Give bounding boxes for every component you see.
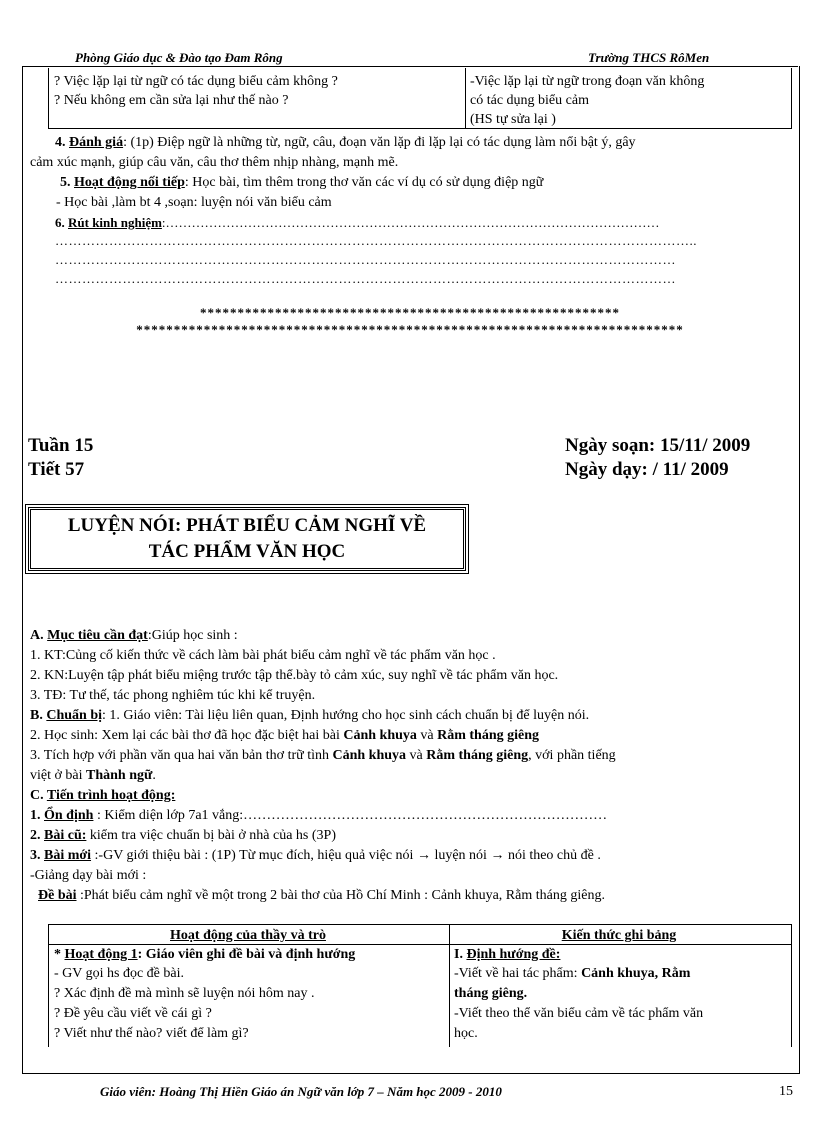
integration-text: 3. Tích hợp với phần văn qua hai văn bản thơ trữ tình — [30, 748, 333, 763]
table1-q1: ? Việc lặp lại từ ngữ có tác dụng biểu cảm không ? — [54, 74, 338, 89]
prep-date: Ngày soạn: 15/11/ 2009 — [565, 435, 751, 456]
section-5 — [60, 173, 816, 192]
dot-line: …………………………………………………………………………………………………………………………….. — [55, 233, 697, 248]
table1-a3: (HS tự sửa lại ) — [470, 112, 556, 127]
section-b-label: B. — [30, 708, 47, 723]
activity-line: ? Viết như thế nào? viết để làm gì? — [54, 1026, 249, 1041]
activity-line: ? Đề yêu cầu viết về cái gì ? — [54, 1006, 212, 1021]
section-5-text: : Học bài, tìm thêm trong thơ văn các ví dụ có sử dụng điệp ngữ — [184, 175, 544, 190]
activity-title: : Giáo viên ghi đề bài và định hướng — [137, 947, 356, 962]
header-school-dept: Phòng Giáo dục & Đào tạo Đam Rông — [75, 50, 283, 65]
teach-date: Ngày dạy: / 11/ 2009 — [565, 459, 729, 480]
week-label: Tuần 15 — [28, 435, 94, 456]
column-header: Hoạt động của thầy và trò — [170, 928, 326, 943]
section-b-text: : 1. Giáo viên: Tài liệu liên quan, Định hướng cho học sinh cách chuẩn bị để luyện nói. — [102, 708, 590, 723]
section-4-heading: Đánh giá — [69, 135, 124, 150]
lesson-title-box — [28, 507, 466, 571]
section-4 — [55, 133, 800, 152]
roman-numeral: I. — [454, 947, 467, 962]
activity-label: Hoạt động 1 — [64, 947, 138, 962]
prep-integration-cont — [30, 766, 795, 785]
prep-integration — [30, 746, 795, 765]
section-5-cont: - Học bài ,làm bt 4 ,soạn: luyện nói văn biểu cảm — [56, 195, 332, 210]
conjunction: và — [416, 728, 438, 743]
section-b-heading: Chuẩn bị — [46, 708, 102, 723]
section-6-heading: Rút kinh nghiệm — [68, 215, 162, 230]
section-5-number: 5. — [60, 175, 74, 190]
poem-title: Cảnh khuya, Rằm — [581, 966, 691, 981]
separator-stars: ************************************************************************* — [136, 322, 684, 337]
section-c-heading: Tiến trình hoạt động: — [46, 788, 176, 803]
step-3-cont: -Giảng dạy bài mới : — [30, 868, 147, 883]
knowledge-line: -Viết theo thể văn biểu cảm về tác phẩm văn — [454, 1006, 704, 1021]
poem-title: Rằm tháng giêng — [437, 728, 540, 743]
step-heading: Ổn định — [44, 808, 94, 823]
lesson-title-line1: LUYỆN NÓI: PHÁT BIỂU CẢM NGHĨ VỀ — [67, 515, 427, 536]
table1-q2: ? Nếu không em cần sửa lại như thế nào ? — [54, 93, 289, 108]
section-b — [30, 706, 795, 725]
table-divider — [465, 68, 466, 128]
footer-text: Giáo viên: Hoàng Thị Hiền Giáo án Ngữ văn lớp 7 – Năm học 2009 - 2010 — [100, 1084, 502, 1099]
section-4-cont: cảm xúc mạnh, giúp câu văn, câu thơ thêm nhịp nhàng, mạnh mẽ. — [30, 155, 399, 170]
step-heading: Bài mới — [44, 848, 92, 863]
objective-item: 3. TĐ: Tư thế, tác phong nghiêm túc khi kể truyện. — [30, 688, 316, 703]
poem-title: Cảnh khuya — [343, 728, 417, 743]
assignment-heading: Đề bài — [38, 888, 77, 903]
section-4-number: 4. — [55, 135, 69, 150]
table1-a1: -Việc lặp lại từ ngữ trong đoạn văn không — [470, 74, 705, 89]
bullet: * — [54, 947, 65, 962]
lesson-label: Tiết 57 — [28, 459, 85, 480]
assignment — [38, 886, 803, 905]
prep-students-text: 2. Học sinh: Xem lại các bài thơ đã học đặc biệt hai bài — [30, 728, 344, 743]
objective-item: 2. KN:Luyện tập phát biểu miệng trước tập thể.bày tỏ cảm xúc, suy nghĩ về tác phẩm văn học. — [30, 668, 559, 683]
activity-heading — [54, 945, 355, 965]
lesson-ref: Thành ngữ — [86, 768, 153, 783]
section-a — [30, 626, 795, 645]
step-number: 2. — [30, 828, 44, 843]
prep-students — [30, 726, 795, 745]
step-3 — [30, 846, 795, 865]
activity-line: - GV gọi hs đọc đề bài. — [54, 966, 184, 981]
table2-header-left — [48, 926, 448, 946]
separator-stars: ******************************************************** — [200, 305, 620, 320]
knowledge-text: -Viết về hai tác phẩm: — [454, 966, 582, 981]
knowledge-line: học. — [454, 1026, 478, 1041]
step-2 — [30, 826, 795, 845]
section-a-text: :Giúp học sinh : — [147, 628, 238, 643]
integration-text: việt ở bài — [30, 768, 86, 783]
table1-a2: có tác dụng biểu cảm — [470, 93, 589, 108]
step-text: kiểm tra việc chuẩn bị bài ở nhà của hs (3P) — [86, 828, 336, 843]
poem-title: tháng giêng. — [454, 986, 528, 1001]
step-text: : Kiểm diện lớp 7a1 vắng:…………………………………………………………………… — [93, 808, 608, 823]
poem-title: Cảnh khuya — [332, 748, 407, 763]
assignment-text: :Phát biểu cảm nghĩ về một trong 2 bài thơ của Hồ Chí Minh : Cảnh khuya, Rằm tháng giêng. — [76, 888, 605, 903]
poem-title: Rằm tháng giêng — [426, 748, 529, 763]
step-number: 3. — [30, 848, 44, 863]
dot-line: ………………………………………………………………………………………………………………………… — [55, 271, 676, 286]
section-5-heading: Hoạt động nối tiếp — [74, 175, 185, 190]
header-school-name: Trường THCS RôMen — [588, 50, 710, 65]
section-6-number: 6. — [55, 215, 68, 230]
activity-line: ? Xác định đề mà mình sẽ luyện nói hôm nay . — [54, 986, 315, 1001]
column-header: Kiến thức ghi bảng — [561, 928, 677, 943]
integration-text-end: , với phần tiếng — [528, 748, 616, 763]
section-6 — [55, 213, 816, 232]
lesson-title-line2: TÁC PHẨM VĂN HỌC — [148, 541, 346, 562]
section-a-label: A. — [30, 628, 48, 643]
knowledge-line — [454, 984, 527, 1004]
period: . — [152, 768, 156, 783]
step-text: :-GV giới thiệu bài : (1P) Từ mục đích, hiệu quả việc nói → luyện nói → nói theo chủ đề . — [91, 848, 601, 863]
section-c-label: C. — [30, 788, 47, 803]
knowledge-heading — [454, 945, 560, 965]
knowledge-title: Định hướng đề: — [466, 947, 561, 962]
section-a-heading: Mục tiêu cần đạt — [47, 628, 148, 643]
step-heading: Bài cũ: — [44, 828, 87, 843]
section-6-dots: :…………………………………………………………………………………………………… — [161, 215, 660, 230]
step-1 — [30, 806, 795, 825]
page-number: 15 — [779, 1084, 793, 1099]
conjunction: và — [406, 748, 427, 763]
step-number: 1. — [30, 808, 44, 823]
knowledge-line — [454, 964, 690, 984]
section-c — [30, 786, 795, 805]
objective-item: 1. KT:Củng cố kiến thức về cách làm bài phát biểu cảm nghĩ về tác phẩm văn học . — [30, 648, 496, 663]
section-4-text: : (1p) Điệp ngữ là những từ, ngữ, câu, đoạn văn lặp đi lặp lại có tác dụng làm nổi bật ý, gây — [123, 135, 636, 150]
dot-line: ………………………………………………………………………………………………………………………… — [55, 252, 676, 267]
table2-header-right — [448, 926, 790, 946]
